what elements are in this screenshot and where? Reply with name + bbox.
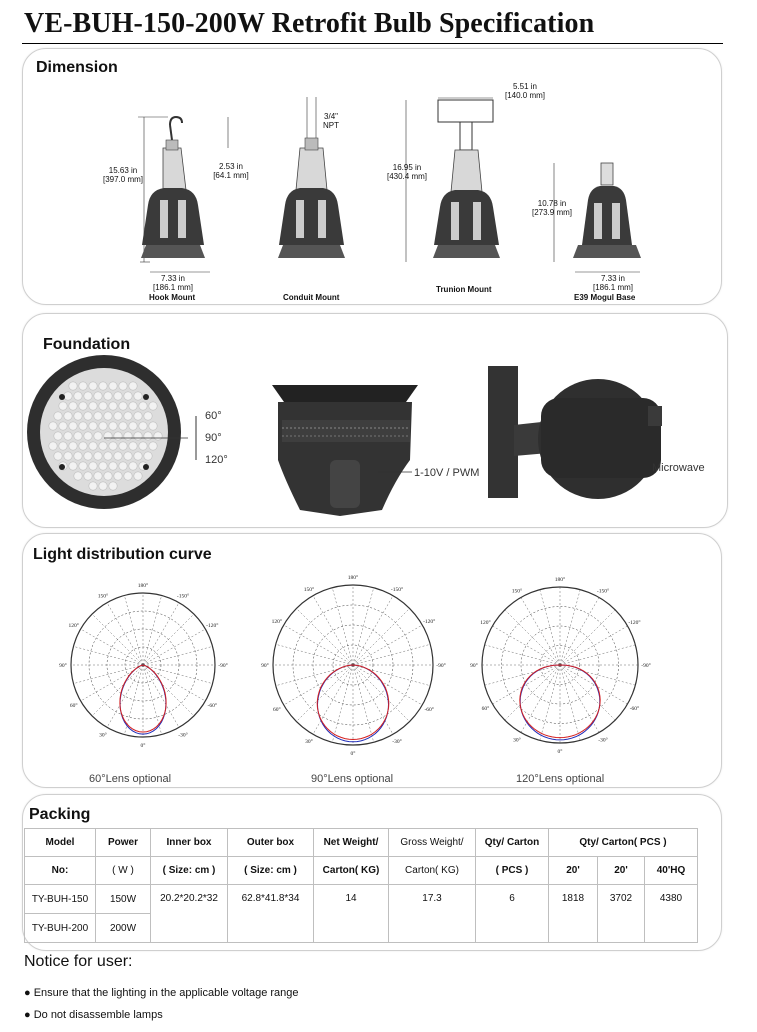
led-dot: [54, 432, 62, 440]
led-dot: [94, 472, 102, 480]
led-dot: [49, 422, 57, 430]
led-dot: [54, 452, 62, 460]
led-dot: [94, 452, 102, 460]
hook-height-label: 15.63 in [397.0 mm]: [102, 166, 143, 184]
polar-angle-label: 0°: [557, 749, 563, 755]
polar-spoke: [143, 646, 213, 665]
polar-angle-label: 120°: [271, 619, 283, 625]
mogul-base-caption: E39 Mogul Base: [574, 293, 636, 302]
trunion-top-label: 5.51 in [140.0 mm]: [504, 82, 545, 100]
led-dot: [114, 472, 122, 480]
polar-angle-label: 150°: [97, 593, 109, 600]
subheader-model: No:: [25, 857, 96, 885]
cell-power: 200W: [96, 914, 151, 943]
led-dot: [84, 432, 92, 440]
cell-model: TY-BUH-200: [25, 914, 96, 943]
polar-angle-label: 120°: [480, 620, 491, 626]
cell-20b: 3702: [598, 885, 645, 943]
led-dot: [129, 402, 137, 410]
polar-angle-label: -90°: [218, 663, 228, 669]
polar-spoke: [560, 610, 615, 665]
polar-spoke: [353, 625, 422, 665]
led-dot: [74, 452, 82, 460]
cell-gross: 17.3: [389, 885, 476, 943]
hook-mount-caption: Hook Mount: [149, 293, 196, 302]
foundation-images: [0, 310, 757, 530]
polar-spoke: [143, 665, 213, 684]
polar-spoke: [276, 644, 353, 665]
polar-angle-label: 180°: [137, 583, 149, 589]
led-dot: [134, 392, 142, 400]
led-dot: [129, 442, 137, 450]
led-dot: [54, 412, 62, 420]
led-dot: [119, 422, 127, 430]
table-header-row: [25, 829, 698, 857]
led-dot: [109, 382, 117, 390]
polar-angle-label: 150°: [511, 588, 523, 595]
led-dot: [79, 382, 87, 390]
polar-curves: [0, 575, 757, 785]
subheader-power: ( W ): [96, 857, 151, 885]
polar-spoke: [73, 665, 143, 684]
trunion-height-label: 16.95 in [430.4 mm]: [386, 163, 427, 181]
led-dot: [119, 442, 127, 450]
polar-spoke: [107, 603, 143, 665]
header-power: Power: [96, 829, 151, 857]
lens-120-caption: 120°Lens optional: [516, 773, 605, 785]
led-dot: [104, 452, 112, 460]
led-dot: [84, 392, 92, 400]
polar-spoke: [73, 646, 143, 665]
led-dot: [144, 452, 152, 460]
polar-spoke: [560, 645, 635, 665]
lens-90-caption: 90°Lens optional: [311, 773, 394, 785]
led-dot: [149, 402, 157, 410]
led-dot: [119, 382, 127, 390]
polar-angle-label: 150°: [303, 586, 315, 593]
led-dot: [134, 412, 142, 420]
led-dot: [74, 412, 82, 420]
polar-angle-label: 90°: [261, 663, 269, 669]
led-dot: [94, 392, 102, 400]
polar-angle-label: -150°: [390, 586, 404, 593]
led-dot: [109, 442, 117, 450]
led-dot: [79, 462, 87, 470]
led-dot: [149, 422, 157, 430]
polar-angle-label: -120°: [628, 620, 641, 626]
dimming-label: 1-10V / PWM: [414, 467, 480, 479]
led-dot: [154, 432, 162, 440]
packing-title: Packing: [29, 806, 91, 823]
led-dot: [59, 402, 67, 410]
notice-item: ● Do not disassemble lamps: [24, 1009, 163, 1021]
distribution-title: Light distribution curve: [33, 546, 212, 563]
led-dot: [89, 442, 97, 450]
polar-spoke: [353, 608, 410, 665]
polar-spoke: [284, 625, 353, 665]
polar-angle-label: -30°: [178, 732, 188, 739]
cell-power: 150W: [96, 885, 151, 914]
led-dot: [99, 442, 107, 450]
led-dot: [134, 432, 142, 440]
led-dot: [99, 422, 107, 430]
led-dot: [89, 462, 97, 470]
packing-table: [24, 828, 698, 943]
led-dot: [74, 472, 82, 480]
polar-angle-label: 90°: [470, 663, 478, 669]
conduit-npt-label: 3/4" NPT: [323, 112, 339, 130]
document-title: VE-BUH-150-200W Retrofit Bulb Specification: [24, 8, 595, 39]
led-dot: [144, 412, 152, 420]
cell-net: 14: [314, 885, 389, 943]
led-dot: [89, 382, 97, 390]
polar-spoke: [124, 595, 143, 665]
led-dot: [94, 432, 102, 440]
polar-angle-label: 120°: [68, 623, 79, 629]
led-dot: [104, 392, 112, 400]
led-dot: [124, 432, 132, 440]
hook-top-label: 2.53 in [64.1 mm]: [213, 162, 249, 180]
led-dot: [74, 392, 82, 400]
polar-angle-label: 0°: [350, 751, 356, 757]
polar-angle-label: -30°: [598, 737, 608, 744]
subheader-outer: ( Size: cm ): [228, 857, 314, 885]
led-dot: [79, 422, 87, 430]
cell-qty: 6: [476, 885, 549, 943]
led-dot: [124, 472, 132, 480]
polar-angle-label: -30°: [392, 739, 402, 746]
led-dot: [134, 472, 142, 480]
table-row: [25, 885, 698, 914]
polar-spoke: [143, 629, 205, 665]
subheader-net: Carton( KG): [314, 857, 389, 885]
led-dot: [64, 392, 72, 400]
polar-spoke: [353, 588, 374, 665]
polar-spoke: [332, 665, 353, 742]
led-dot: [109, 462, 117, 470]
led-dot: [144, 432, 152, 440]
polar-spoke: [143, 595, 162, 665]
polar-angle-label: 30°: [99, 732, 107, 739]
angle-120-label: 120°: [205, 454, 228, 466]
subheader-40hq: 40'HQ: [645, 857, 698, 885]
polar-spoke: [107, 665, 143, 727]
polar-spoke: [560, 597, 599, 665]
led-dot: [124, 452, 132, 460]
header-net: Net Weight/: [314, 829, 389, 857]
header-outer: Outer box: [228, 829, 314, 857]
dimension-drawings: [0, 0, 757, 310]
led-dot: [79, 402, 87, 410]
led-dot: [69, 442, 77, 450]
polar-spoke: [81, 629, 143, 665]
led-dot: [104, 472, 112, 480]
polar-spoke: [296, 665, 353, 722]
lens-60-caption: 60°Lens optional: [89, 773, 172, 785]
led-dot: [84, 412, 92, 420]
led-dot: [69, 382, 77, 390]
led-dot: [139, 422, 147, 430]
led-dot: [79, 442, 87, 450]
angle-60-label: 60°: [205, 410, 222, 422]
led-dot: [89, 402, 97, 410]
led-dot: [109, 402, 117, 410]
polar-angle-label: 30°: [305, 739, 313, 746]
led-dot: [114, 412, 122, 420]
led-dot: [109, 482, 117, 490]
header-gross: Gross Weight/: [389, 829, 476, 857]
led-dot: [89, 422, 97, 430]
polar-angle-label: 30°: [513, 737, 521, 744]
mogul-height-label: 10.78 in [273.9 mm]: [531, 199, 572, 217]
cell-outer: 62.8*41.8*34: [228, 885, 314, 943]
polar-angle-label: 180°: [554, 577, 566, 583]
led-dot: [84, 452, 92, 460]
led-dot: [124, 392, 132, 400]
header-model: Model: [25, 829, 96, 857]
polar-spoke: [560, 665, 635, 685]
polar-spoke: [492, 626, 560, 665]
led-dot: [139, 402, 147, 410]
polar-angle-label: -60°: [207, 703, 218, 709]
led-dot: [64, 452, 72, 460]
led-dot: [49, 442, 57, 450]
notice-item: ● Ensure that the lighting in the applicable voltage range: [24, 987, 299, 999]
led-dot: [89, 482, 97, 490]
led-dot: [129, 462, 137, 470]
polar-spoke: [353, 665, 374, 742]
dimension-title: Dimension: [36, 59, 118, 76]
led-dot: [139, 442, 147, 450]
notice-title: Notice for user:: [24, 953, 133, 970]
subheader-gross: Carton( KG): [389, 857, 476, 885]
led-dot: [69, 462, 77, 470]
led-dot: [59, 422, 67, 430]
polar-angle-label: -60°: [424, 707, 434, 713]
led-dot: [119, 462, 127, 470]
microwave-label: Microwave: [652, 462, 705, 474]
polar-angle-label: 90°: [59, 663, 67, 669]
trunion-mount-caption: Trunion Mount: [436, 285, 492, 294]
led-dot: [114, 392, 122, 400]
subheader-qty: ( PCS ): [476, 857, 549, 885]
led-dot: [109, 422, 117, 430]
polar-angle-label: 60°: [69, 703, 78, 709]
polar-spoke: [540, 665, 560, 740]
polar-angle-label: 60°: [272, 707, 281, 713]
polar-spoke: [313, 665, 353, 734]
polar-spoke: [353, 665, 410, 722]
led-dot: [84, 472, 92, 480]
angle-90-label: 90°: [205, 432, 222, 444]
led-dot: [99, 482, 107, 490]
polar-angle-label: 60°: [481, 706, 490, 712]
header-qtypcs: Qty/ Carton( PCS ): [549, 829, 698, 857]
led-dot: [124, 412, 132, 420]
subheader-20: 20': [549, 857, 598, 885]
led-dot: [119, 402, 127, 410]
table-subheader-row: [25, 857, 698, 885]
polar-spoke: [353, 644, 430, 665]
led-dot: [129, 382, 137, 390]
polar-angle-label: -150°: [596, 588, 610, 595]
cell-20: 1818: [549, 885, 598, 943]
polar-spoke: [296, 608, 353, 665]
mogul-width-label: 7.33 in [186.1 mm]: [592, 274, 633, 292]
conduit-mount-caption: Conduit Mount: [283, 293, 340, 302]
led-dot: [99, 382, 107, 390]
header-qty: Qty/ Carton: [476, 829, 549, 857]
led-dot: [59, 442, 67, 450]
polar-angle-label: -120°: [206, 623, 219, 629]
led-dot: [104, 412, 112, 420]
polar-spoke: [313, 596, 353, 665]
led-dot: [94, 412, 102, 420]
led-dot: [74, 432, 82, 440]
polar-angle-label: 180°: [347, 575, 359, 581]
polar-angle-label: -60°: [629, 706, 640, 712]
subheader-20b: 20': [598, 857, 645, 885]
led-dot: [104, 432, 112, 440]
cell-inner: 20.2*20.2*32: [151, 885, 228, 943]
led-dot: [129, 422, 137, 430]
polar-angle-label: 0°: [140, 743, 146, 749]
cell-40hq: 4380: [645, 885, 698, 943]
polar-spoke: [560, 665, 580, 740]
led-dot: [69, 422, 77, 430]
subheader-inner: ( Size: cm ): [151, 857, 228, 885]
led-dot: [64, 412, 72, 420]
led-dot: [114, 432, 122, 440]
polar-angle-label: -90°: [641, 663, 651, 669]
cell-model: TY-BUH-150: [25, 885, 96, 914]
led-dot: [69, 402, 77, 410]
header-inner: Inner box: [151, 829, 228, 857]
polar-angle-label: -150°: [176, 593, 190, 600]
led-dot: [64, 432, 72, 440]
polar-angle-label: -90°: [436, 663, 446, 669]
polar-spoke: [521, 597, 560, 665]
led-dot: [134, 452, 142, 460]
foundation-title: Foundation: [43, 336, 131, 353]
hook-width-label: 7.33 in [186.1 mm]: [152, 274, 193, 292]
led-dot: [99, 402, 107, 410]
polar-angle-label: -120°: [423, 619, 436, 625]
led-dot: [149, 442, 157, 450]
led-dot: [114, 452, 122, 460]
led-dot: [99, 462, 107, 470]
